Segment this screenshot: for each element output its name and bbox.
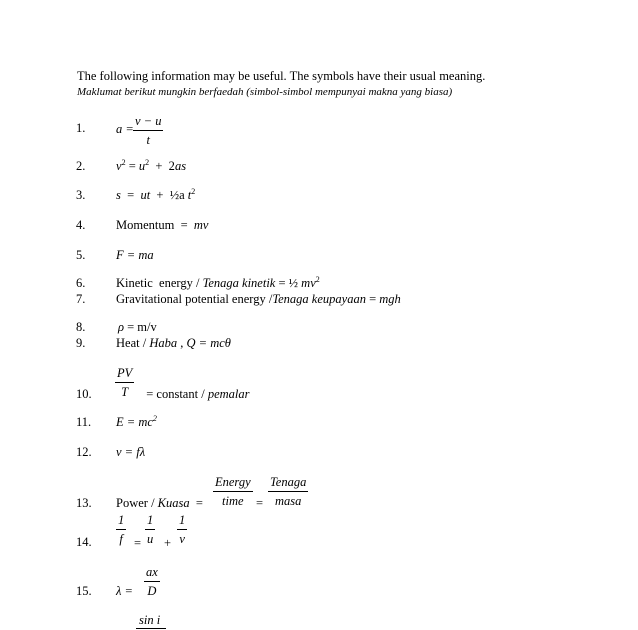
formula-4: Momentum = mv [116, 218, 209, 232]
formula-15-fraction [144, 566, 160, 597]
formula-14-denominator-v: v [179, 531, 185, 546]
formula-14-denominator-u: u [147, 531, 154, 546]
formula-14-denominator-f: f [119, 531, 123, 546]
formula-13-denominator-1: time [222, 493, 244, 508]
formula-7: Gravitational potential energy /Tenaga keupayaan = mgh [116, 292, 401, 306]
item-number-2: 2. [76, 159, 86, 173]
item-number-9: 9. [76, 336, 86, 350]
formula-14-fraction-v [177, 514, 187, 545]
item-number-5: 5. [76, 248, 86, 262]
formula-10-numerator: PV [115, 367, 134, 383]
formula-2: $v^2 = u^2 + 2as$ [116, 158, 187, 173]
item-number-15: 15. [76, 584, 92, 598]
item-number-3: 3. [76, 188, 86, 202]
formula-12: v = fλ [116, 445, 146, 459]
formula-14-fraction-u [145, 514, 155, 545]
formula-11: $E = mc^2$ [116, 414, 157, 429]
item-number-8: 8. [76, 320, 86, 334]
item-number-1: 1. [76, 121, 86, 135]
item-number-14: 14. [76, 535, 92, 549]
formula-13-fraction-2 [268, 476, 308, 507]
formula-3: s = ut + ½a $t^2$ [116, 187, 196, 202]
formula-15-lhs: λ = [116, 584, 133, 598]
formula-13-fraction-1 [213, 476, 253, 507]
item-number-10: 10. [76, 387, 92, 401]
intro-english: The following information may be useful. The symbols have their usual meaning. [77, 69, 486, 83]
item-number-13: 13. [76, 496, 92, 510]
formula-13-denominator-2: masa [274, 493, 302, 508]
formula-15-numerator: ax [144, 566, 160, 582]
formula-14-equals: = [134, 536, 142, 550]
formula-13-numerator-1: Energy [213, 476, 253, 492]
formula-14-numerator-u: 1 [145, 514, 155, 530]
item-number-11: 11. [76, 415, 92, 429]
formula-8: ρ = m/v [118, 320, 157, 334]
formula-9: Heat / Haba , Q = mcθ [116, 336, 231, 350]
formula-10-fraction [115, 367, 134, 398]
formula-16-fraction-bar [136, 628, 166, 629]
formula-1-numerator: v − u [133, 115, 163, 131]
formula-16-partial-numerator: sin i [139, 613, 161, 627]
formula-6: Kinetic energy / Tenaga kinetik = ½ $mv^2$ [116, 275, 320, 290]
formula-13-numerator-2: Tenaga [268, 476, 308, 492]
formula-15-denominator: D [147, 583, 157, 598]
formula-13-equals: = [256, 496, 264, 510]
item-number-12: 12. [76, 445, 92, 459]
item-number-6: 6. [76, 276, 86, 290]
formula-14-plus: + [164, 536, 172, 550]
formula-14-fraction-f [116, 514, 126, 545]
item-number-4: 4. [76, 218, 86, 232]
item-number-7: 7. [76, 292, 86, 306]
formula-14-numerator-f: 1 [116, 514, 126, 530]
formula-1-fraction [133, 115, 163, 146]
formula-14-numerator-v: 1 [177, 514, 187, 530]
formula-1-denominator: t [146, 132, 150, 147]
formula-10-denominator: T [121, 384, 129, 399]
formula-10-rhs: = constant / pemalar [140, 387, 250, 401]
formula-5: F = ma [116, 248, 154, 262]
formula-1-lhs: a = [116, 122, 134, 136]
formula-13-lhs: Power / Kuasa = [116, 496, 203, 510]
intro-malay: Maklumat berikut mungkin berfaedah (simbol-simbol mempunyai makna yang biasa) [77, 86, 453, 98]
